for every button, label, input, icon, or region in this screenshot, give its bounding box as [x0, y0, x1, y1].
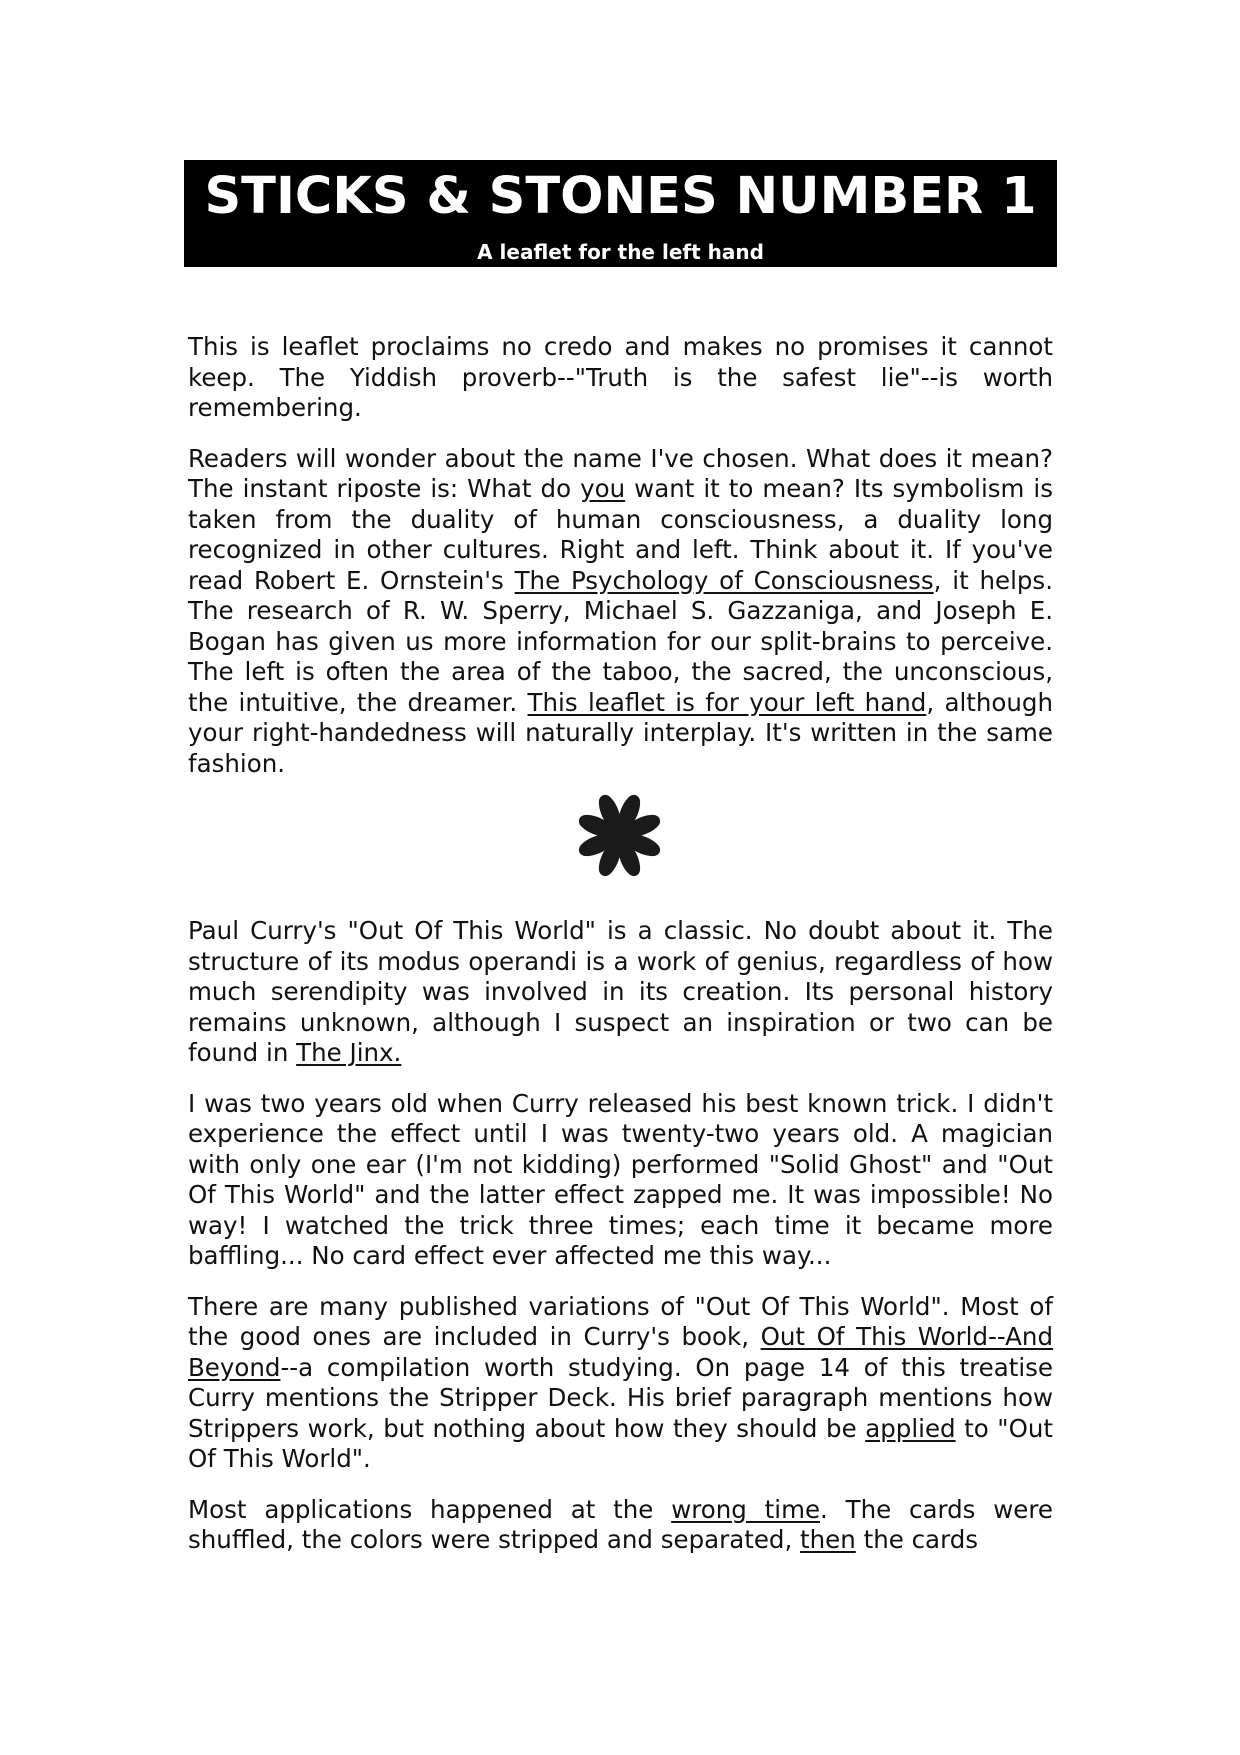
- underlined-text: applied: [865, 1413, 956, 1443]
- text-segment: There are many published variations of "Out Of This World". Most of the good ones are included in Curry's book,: [188, 1291, 1053, 1351]
- asterisk-flower-icon: [572, 788, 667, 883]
- underlined-text: This leaflet is for your left hand: [527, 687, 927, 717]
- page-subtitle: A leaflet for the left hand: [477, 240, 764, 264]
- text-segment: I was two years old when Curry released his best known trick. I didn't experience the effect until I was twenty-two years old. A magician with only one ear (I'm not kidding) performed "Solid Ghost" and "Out Of This World" and the latter effect zapped me. It was impossible! No way! I watched the trick three times; each time it became more baffling... No card effect ever affected me this way...: [188, 1088, 1053, 1270]
- title-banner: [184, 160, 1057, 267]
- paragraph: [188, 1089, 1053, 1272]
- text-segment: --a compilation worth studying. On page 14 of this treatise Curry mentions the Stripper Deck. His brief paragraph mentions how Strippers work, but nothing about how they should be: [188, 1352, 1053, 1443]
- text-segment: the cards: [855, 1525, 979, 1554]
- paragraph: [188, 1495, 1053, 1556]
- underlined-text: then: [800, 1525, 856, 1554]
- text-segment: Readers will wonder about the name I've chosen. What does it mean? The instant riposte is: What do: [188, 443, 1053, 503]
- text-segment: to "Out Of This World".: [188, 1413, 1053, 1473]
- text-segment: . The cards were shuffled, the colors were stripped and separated,: [188, 1494, 1053, 1554]
- text-segment: Most applications happened at the: [188, 1494, 672, 1524]
- paragraph: [188, 332, 1053, 424]
- underlined-text: Out Of This World--And Beyond: [188, 1322, 1054, 1382]
- text-segment: want it to mean? Its symbolism is taken from the duality of human consciousness, a duality long recognized in other cultures. Right and left. Think about it. If you've read Robert E. Ornstein's: [188, 474, 1053, 595]
- text-segment: , although your right-handedness will naturally interplay. It's written in the same fashion.: [188, 687, 1053, 778]
- text-segment: Paul Curry's "Out Of This World" is a classic. No doubt about it. The structure of its modus operandi is a work of genius, regardless of how much serendipity was involved in its creation. Its personal history remains unknown, although I suspect an inspiration or two can be found in: [188, 916, 1053, 1067]
- paragraph: [188, 444, 1053, 780]
- page-title: STICKS & STONES NUMBER 1: [204, 167, 1037, 226]
- paragraph: [188, 1292, 1053, 1475]
- text-segment: This is leaflet proclaims no credo and makes no promises it cannot keep. The Yiddish proverb--"Truth is the safest lie"--is worth remembering.: [188, 332, 1053, 422]
- underlined-text: wrong time: [671, 1494, 821, 1524]
- underlined-text: The Jinx.: [296, 1038, 402, 1067]
- intro-section: [188, 332, 1053, 779]
- main-section: [188, 916, 1053, 1556]
- text-segment: , it helps. The research of R. W. Sperry, Michael S. Gazzaniga, and Joseph E. Bogan has given us more information for our split-brains to perceive. The left is often the area of the taboo, the sacred, the unconscious, the intuitive, the dreamer.: [188, 565, 1053, 717]
- underlined-text: The Psychology of Consciousness: [514, 565, 934, 595]
- underlined-text: you: [580, 474, 626, 503]
- paragraph: [188, 916, 1053, 1069]
